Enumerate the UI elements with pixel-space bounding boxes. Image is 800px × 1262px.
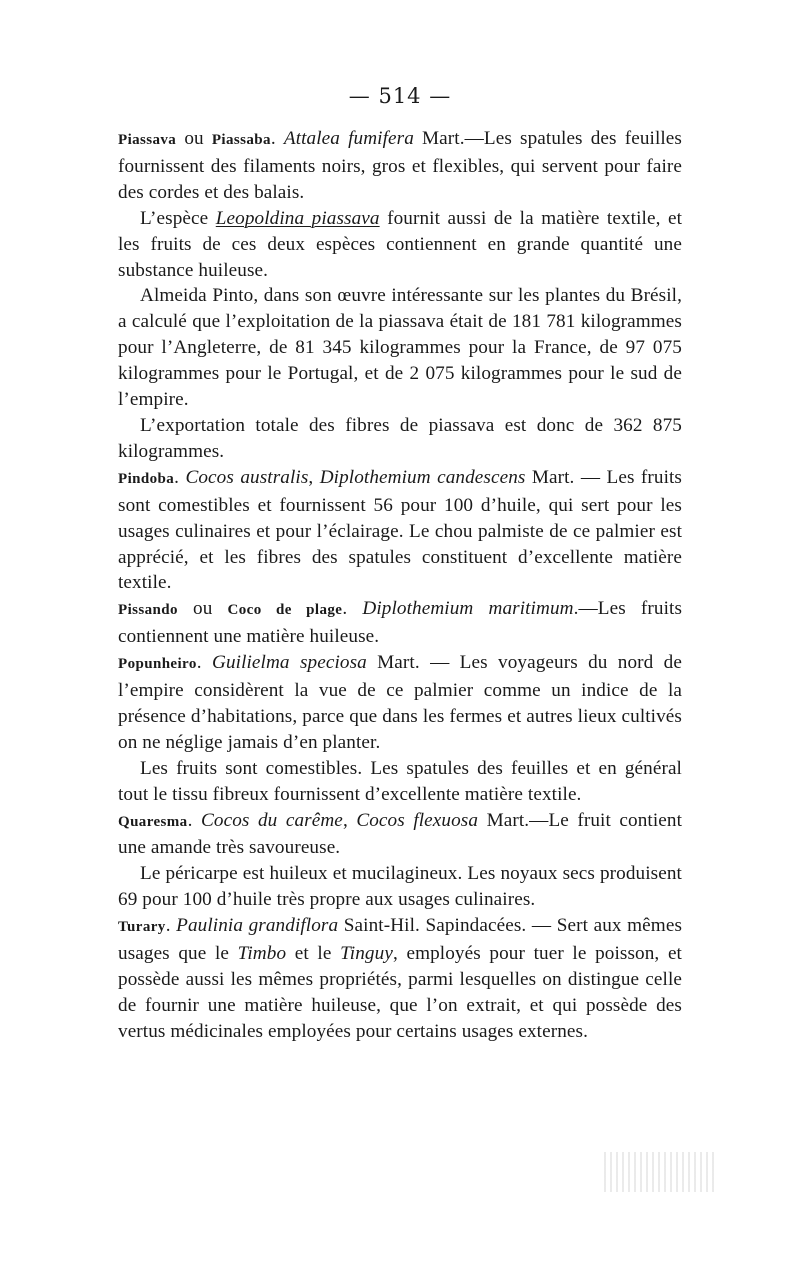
paragraph-pericarpe: Le péricarpe est huileux et mucilagineux. Les noyaux secs produisent 69 pour 100 d’huile très propre aux usages culinaires. [118, 863, 682, 911]
scientific-name: Guilielma speciosa [211, 652, 367, 674]
paragraph-leopoldina [118, 206, 682, 284]
paragraph-lead: L’espèce [140, 207, 216, 229]
conjunction: et le [286, 943, 341, 965]
scientific-name-alt: Diplothemium candescens [319, 466, 526, 488]
entry-quaresma [118, 808, 682, 862]
page-body [118, 88, 682, 1045]
entry-heading-alt: Piassaba [211, 132, 271, 148]
entry-text-end: , employés pour tuer le poisson, et possède aussi les mêmes propriétés, parmi lesquelles on distingue celle de fournir une matière huileuse, que l’on extrait, et qui possède des vertus médicinales employées pour certains usages externes. [118, 943, 682, 1042]
entry-text: Mart.—Les spatules des feuilles fournissent des filaments noirs, gros et flexibles, qui servent pour faire des cordes et des balais. [118, 128, 682, 203]
scientific-name-tinguy: Tinguy [340, 943, 393, 965]
separator: . [165, 915, 177, 937]
scientific-name: Paulinia grandiflora [176, 915, 339, 937]
comma: , [342, 809, 357, 831]
entry-text: .—Les fruits contiennent une matière huileuse. [118, 598, 683, 648]
entry-heading-alt: Coco de plage [227, 602, 343, 619]
entry-heading: Popunheiro [118, 656, 197, 673]
separator: . [174, 466, 186, 488]
entry-heading: Pissando [118, 602, 178, 619]
scientific-name: Cocos australis [185, 466, 309, 488]
connector-text: ou [177, 598, 228, 620]
entry-text: Saint-Hil. Sapindacées. — Sert aux mêmes usages que le [118, 915, 683, 965]
separator: . [270, 128, 284, 149]
scientific-name-alt: Cocos flexuosa [356, 809, 479, 831]
separator: . [187, 809, 201, 831]
entry-text: Mart. — Les voyageurs du nord de l’empire considèrent la vue de ce palmier comme un indice de la présence d’habitations, parce que dans les fermes et autres lieux cultivés on ne néglige jamais d’en planter. [118, 652, 682, 753]
connector-text: ou [176, 128, 212, 149]
scientific-name: Cocos du carême [201, 809, 343, 831]
comma: , [308, 466, 320, 488]
page-number: — 514 — [348, 84, 452, 108]
paragraph-fruits: Les fruits sont comestibles. Les spatules des feuilles et en général tout le tissu fibreux fournissent d’excellente matière textile. [118, 757, 682, 805]
entry-piassava [118, 126, 682, 206]
entry-text: Mart. — Les fruits sont comestibles et fournissent 56 pour 100 d’huile, qui sert pour les usages culinaires et pour l’éclairage. Le chou palmiste de ce palmier est apprécié, et les fibres des spatules constituent d’excellente matière textile. [118, 466, 682, 594]
scientific-name-timbo: Timbo [237, 943, 287, 965]
entry-heading: Quaresma [118, 813, 188, 830]
entry-pindoba [118, 465, 682, 597]
entry-turary [118, 913, 682, 1045]
scientific-name: Diplothemium maritimum [362, 598, 574, 620]
entry-text: Mart.—Le fruit contient une amande très savoureuse. [118, 809, 683, 859]
scientific-name: Leopoldina piassava [215, 207, 380, 229]
entry-heading: Pindoba [118, 470, 175, 487]
paragraph-almeida: Almeida Pinto, dans son œuvre intéressante sur les plantes du Brésil, a calculé que l’exploitation de la piassava était de 181 781 kilogrammes pour l’Angleterre, de 81 345 kilogrammes pour la France, de 97 075 kilogrammes pour le Portugal, et de 2 075 kilogrammes pour le sud de l’empire. [118, 285, 682, 411]
separator: . [342, 598, 363, 620]
ink-bleed-through [604, 1152, 714, 1192]
entry-popunheiro [118, 650, 682, 756]
entry-heading: Turary [118, 919, 166, 936]
paragraph-text: fournit aussi de la matière textile, et les fruits de ces deux espèces contiennent en grande quantité une substance huileuse. [118, 207, 682, 281]
entry-heading: Piassava [118, 132, 177, 148]
scientific-name: Attalea fumifera [283, 128, 414, 149]
paragraph-exportation: L’exportation totale des fibres de piassava est donc de 362 875 kilogrammes. [118, 414, 682, 462]
separator: . [196, 652, 212, 674]
entry-pissando [118, 596, 682, 650]
